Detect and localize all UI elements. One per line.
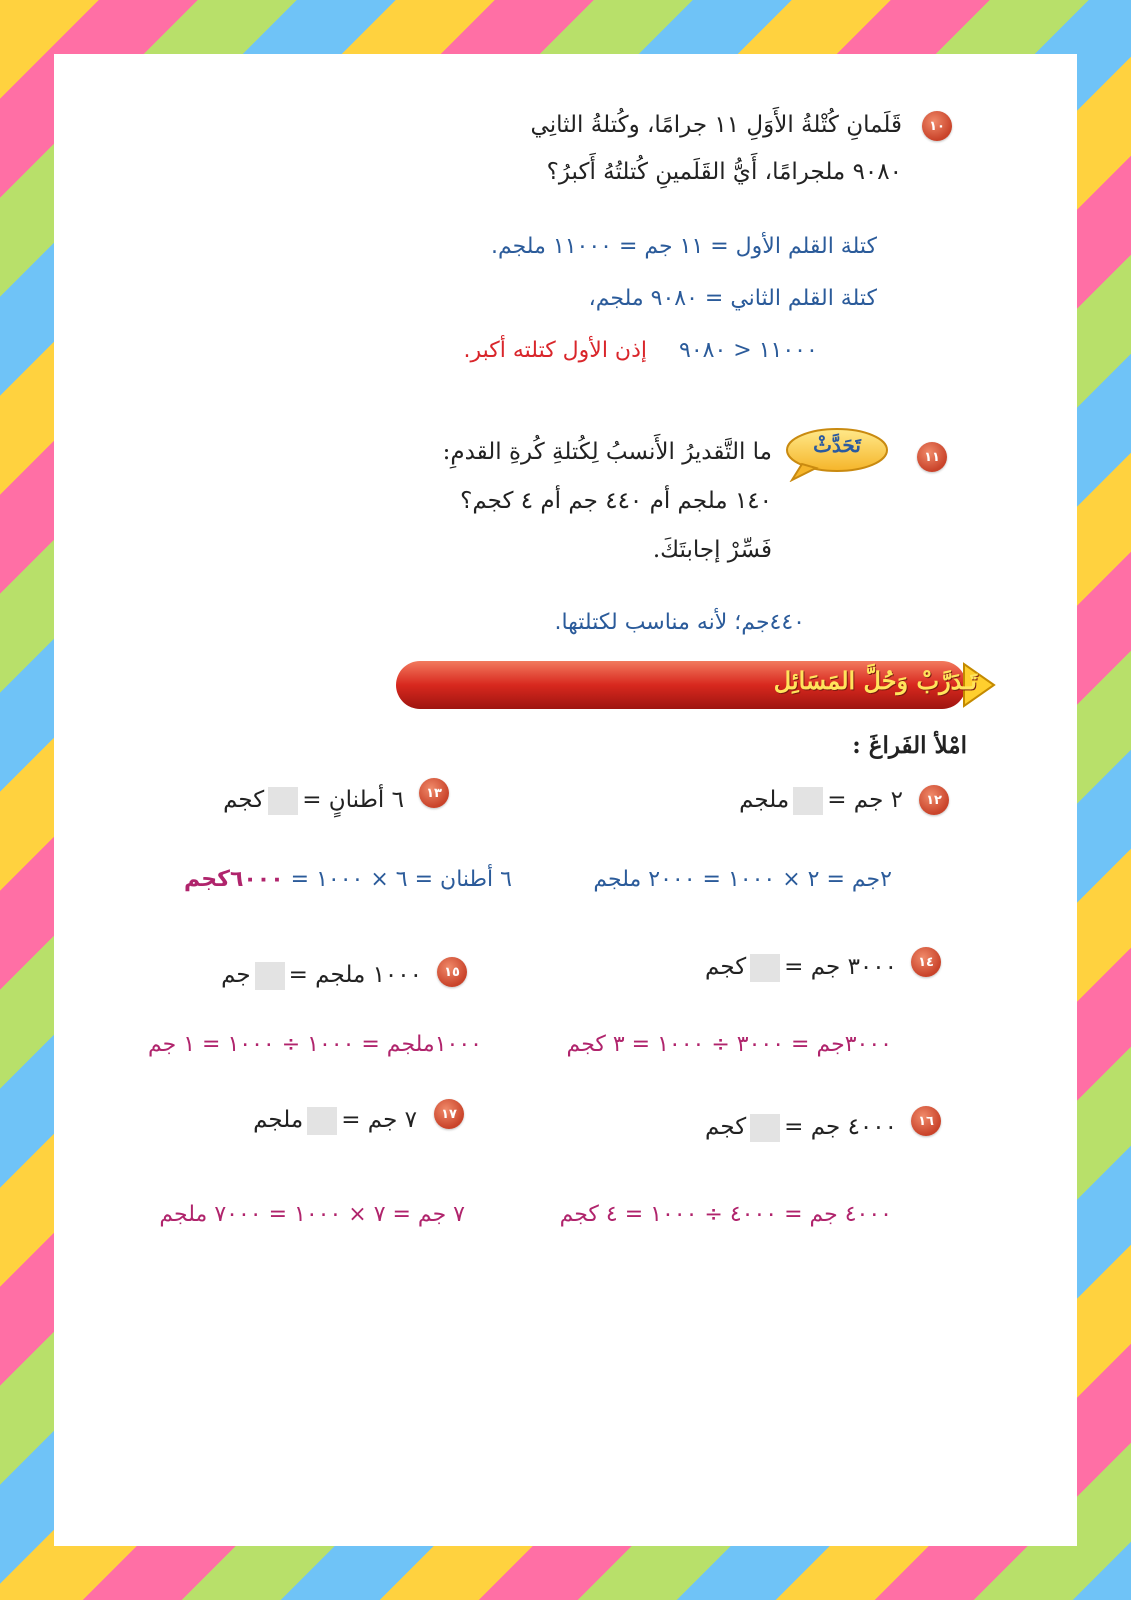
exercise-12-lhs: ٢ جم =: [827, 787, 903, 813]
exercise-13-answer-result: ٦٠٠٠كجم: [184, 867, 284, 892]
exercise-17-lhs: ٧ جم =: [341, 1107, 417, 1133]
exercise-14-blank: [750, 954, 780, 982]
exercise-14-unit: كجم: [705, 954, 747, 980]
question-11-line-2: ١٤٠ ملجم أم ٤٤٠ جم أم ٤ كجم؟: [460, 488, 772, 514]
exercise-16-unit: كجم: [705, 1114, 747, 1140]
question-11-answer: ٤٤٠جم؛ لأنه مناسب لكتلتها.: [554, 610, 805, 635]
exercise-16-prompt: [705, 1114, 897, 1142]
exercise-15-lhs: ١٠٠٠ ملجم =: [288, 962, 422, 988]
exercise-14-badge: ١٤: [911, 947, 941, 977]
worksheet-page: [54, 54, 1077, 1546]
exercise-14-answer: ٣٠٠٠جم = ٣٠٠٠ ÷ ١٠٠٠ = ٣ كجم: [566, 1032, 892, 1057]
exercise-17-prompt: [253, 1107, 417, 1135]
exercise-13-prompt: [223, 787, 404, 815]
exercise-12-answer-text: ٢جم = ٢ × ١٠٠٠ = ٢٠٠٠ ملجم: [593, 867, 892, 892]
question-10-comparison: ١١٠٠٠ < ٩٠٨٠: [679, 338, 818, 363]
exercise-16-badge: ١٦: [911, 1106, 941, 1136]
exercise-13-blank: [268, 787, 298, 815]
question-10-line-1: قَلَمانِ كُتْلةُ الأَوَلِ ١١ جرامًا، وكُتلةُ الثانِي: [530, 112, 902, 138]
exercise-15-blank: [255, 962, 285, 990]
question-11-line-1: ما التَّقديرُ الأَنسبُ لِكُتلةِ كُرةِ القدمِ:: [442, 439, 772, 465]
exercise-12-badge: ١٢: [919, 785, 949, 815]
exercise-17-unit: ملجم: [253, 1107, 304, 1133]
question-10-badge: ١٠: [922, 111, 952, 141]
exercise-15-answer: ١٠٠٠ملجم = ١٠٠٠ ÷ ١٠٠٠ = ١ جم: [147, 1032, 482, 1057]
question-10-line-2: ٩٠٨٠ ملجرامًا، أَيُّ القَلَمينِ كُتلتُهُ أَكبرُ؟: [546, 159, 902, 185]
question-11-badge: ١١: [917, 442, 947, 472]
exercise-13-answer-text: ٦ أطنان = ٦ × ١٠٠٠ =: [290, 867, 512, 892]
exercise-12-blank: [793, 787, 823, 815]
exercise-13-unit: كجم: [223, 787, 265, 813]
exercise-14-prompt: [705, 954, 897, 982]
exercise-15-prompt: [221, 962, 422, 990]
question-10-answer-2: كتلة القلم الثاني = ٩٠٨٠ ملجم،: [588, 286, 877, 311]
exercise-16-blank: [750, 1114, 780, 1142]
exercise-16-answer: ٤٠٠٠ جم = ٤٠٠٠ ÷ ١٠٠٠ = ٤ كجم: [559, 1202, 892, 1227]
exercise-17-badge: ١٧: [434, 1099, 464, 1129]
exercise-16-lhs: ٤٠٠٠ جم =: [784, 1114, 897, 1140]
exercise-13-answer: [184, 867, 512, 892]
exercise-12-answer: [593, 867, 892, 892]
exercise-12-unit: ملجم: [739, 787, 790, 813]
question-11-line-3: فَسِّرْ إجابتَكَ.: [652, 537, 772, 563]
exercise-13-lhs: ٦ أطنانٍ =: [302, 787, 404, 813]
question-10-conclusion: إذن الأول كتلته أكبر.: [463, 338, 647, 363]
exercise-17-answer: ٧ جم = ٧ × ١٠٠٠ = ٧٠٠٠ ملجم: [159, 1202, 465, 1227]
instruction: امْلأ الفَراغَ :: [852, 732, 967, 759]
talk-label: تَحَدَّثْ: [813, 433, 861, 457]
question-10-answer-1: كتلة القلم الأول = ١١ جم = ١١٠٠٠ ملجم.: [490, 234, 877, 259]
exercise-14-lhs: ٣٠٠٠ جم =: [784, 954, 897, 980]
exercise-13-badge: ١٣: [419, 778, 449, 808]
exercise-15-unit: جم: [221, 962, 251, 988]
exercise-15-badge: ١٥: [437, 957, 467, 987]
exercise-17-blank: [307, 1107, 337, 1135]
exercise-12-prompt: [739, 787, 903, 815]
section-title: تَـدَرَّبْ وَحُلَّ المَسَائِل: [773, 666, 977, 695]
